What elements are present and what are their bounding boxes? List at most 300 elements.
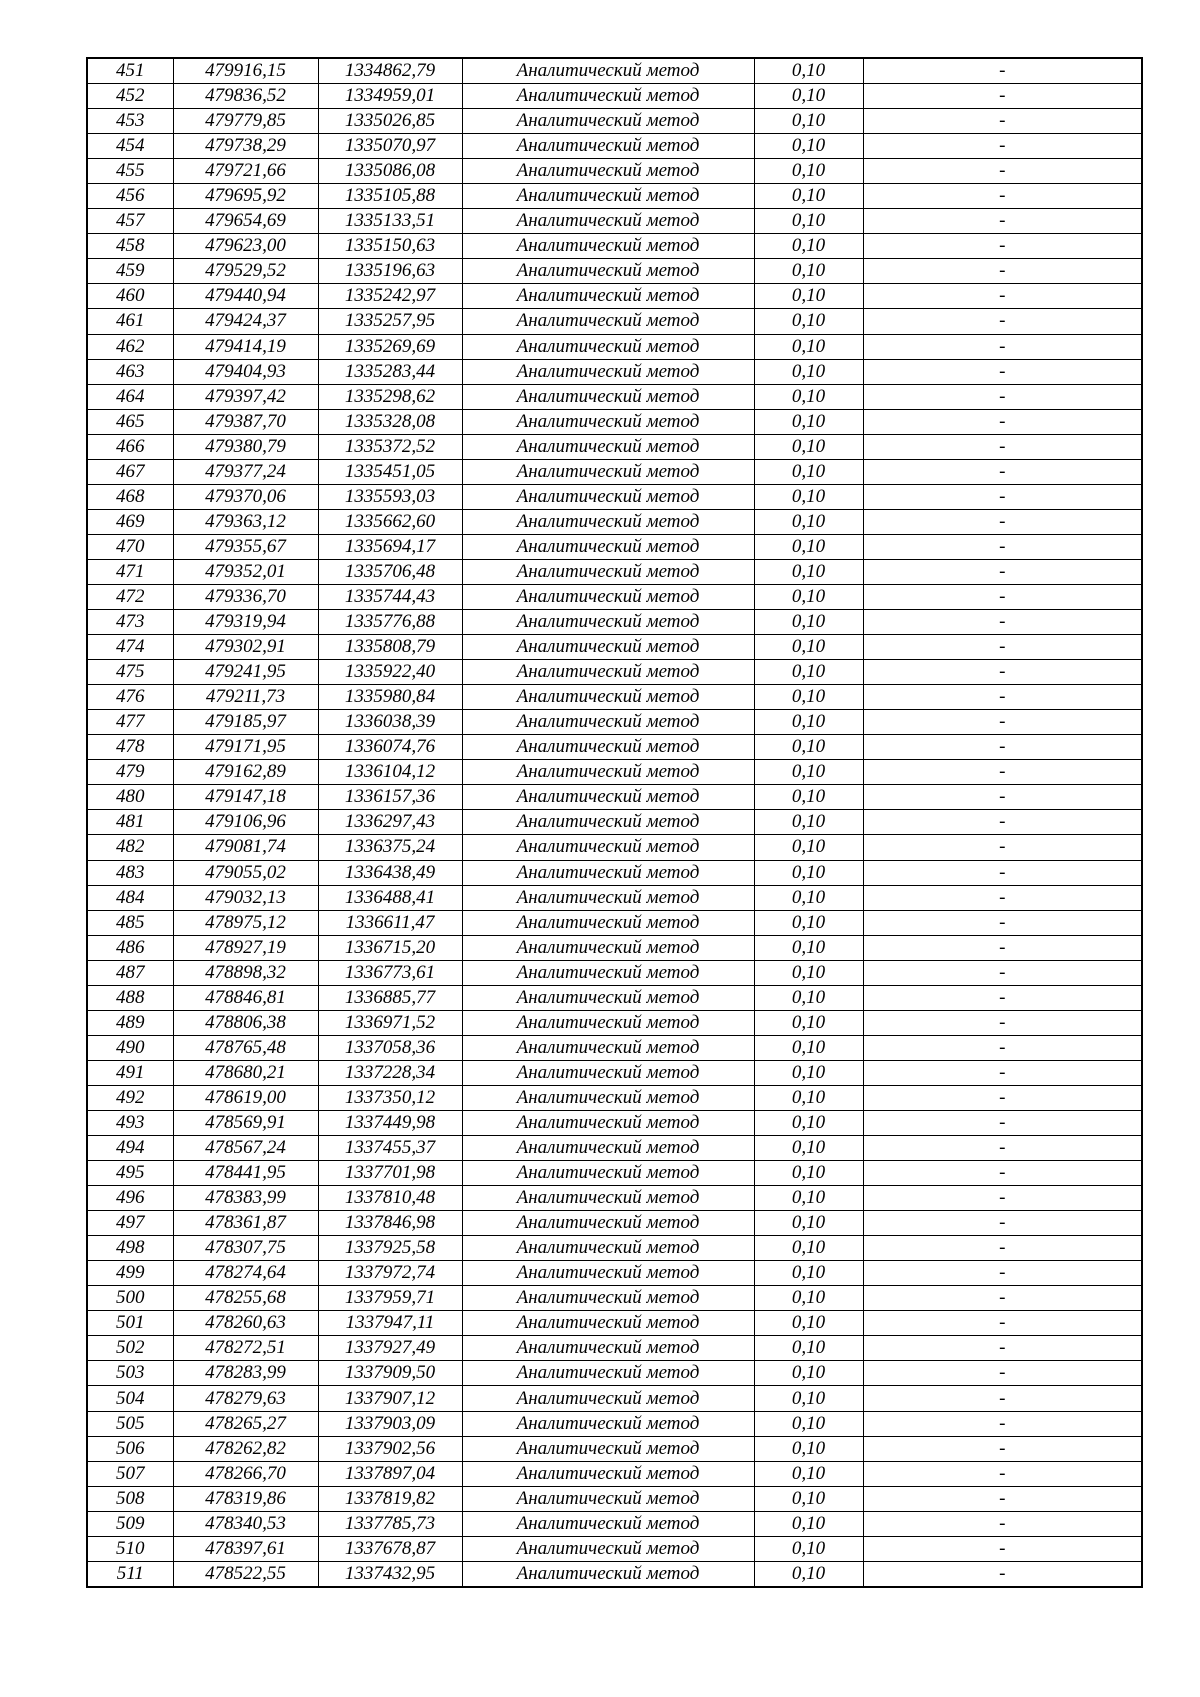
note-cell: -	[863, 660, 1142, 685]
method-cell: Аналитический метод	[462, 960, 754, 985]
table-row	[87, 835, 1142, 860]
point-number-cell: 466	[87, 434, 173, 459]
method-cell: Аналитический метод	[462, 209, 754, 234]
point-number-cell: 488	[87, 985, 173, 1010]
y-coordinate-cell: 1335776,88	[318, 610, 462, 635]
x-coordinate-cell: 479414,19	[173, 334, 318, 359]
accuracy-cell: 0,10	[754, 209, 863, 234]
table-row	[87, 459, 1142, 484]
x-coordinate-cell: 479211,73	[173, 685, 318, 710]
x-coordinate-cell: 479352,01	[173, 559, 318, 584]
y-coordinate-cell: 1334862,79	[318, 58, 462, 84]
y-coordinate-cell: 1335744,43	[318, 584, 462, 609]
note-cell: -	[863, 1411, 1142, 1436]
point-number-cell: 478	[87, 735, 173, 760]
accuracy-cell: 0,10	[754, 760, 863, 785]
method-cell: Аналитический метод	[462, 860, 754, 885]
table-row	[87, 1336, 1142, 1361]
method-cell: Аналитический метод	[462, 910, 754, 935]
note-cell: -	[863, 1110, 1142, 1135]
point-number-cell: 487	[87, 960, 173, 985]
point-number-cell: 499	[87, 1261, 173, 1286]
point-number-cell: 461	[87, 309, 173, 334]
x-coordinate-cell: 478975,12	[173, 910, 318, 935]
point-number-cell: 501	[87, 1311, 173, 1336]
method-cell: Аналитический метод	[462, 735, 754, 760]
y-coordinate-cell: 1336971,52	[318, 1010, 462, 1035]
y-coordinate-cell: 1337432,95	[318, 1561, 462, 1587]
y-coordinate-cell: 1336885,77	[318, 985, 462, 1010]
point-number-cell: 456	[87, 184, 173, 209]
y-coordinate-cell: 1337455,37	[318, 1136, 462, 1161]
note-cell: -	[863, 1511, 1142, 1536]
point-number-cell: 469	[87, 509, 173, 534]
method-cell: Аналитический метод	[462, 1536, 754, 1561]
table-row	[87, 960, 1142, 985]
accuracy-cell: 0,10	[754, 159, 863, 184]
accuracy-cell: 0,10	[754, 1085, 863, 1110]
point-number-cell: 468	[87, 484, 173, 509]
note-cell: -	[863, 685, 1142, 710]
note-cell: -	[863, 184, 1142, 209]
point-number-cell: 506	[87, 1436, 173, 1461]
y-coordinate-cell: 1337907,12	[318, 1386, 462, 1411]
method-cell: Аналитический метод	[462, 1161, 754, 1186]
method-cell: Аналитический метод	[462, 1085, 754, 1110]
accuracy-cell: 0,10	[754, 1060, 863, 1085]
accuracy-cell: 0,10	[754, 84, 863, 109]
table-row	[87, 1461, 1142, 1486]
method-cell: Аналитический метод	[462, 635, 754, 660]
accuracy-cell: 0,10	[754, 1436, 863, 1461]
table-row	[87, 1211, 1142, 1236]
x-coordinate-cell: 478361,87	[173, 1211, 318, 1236]
point-number-cell: 496	[87, 1186, 173, 1211]
table-row	[87, 1186, 1142, 1211]
accuracy-cell: 0,10	[754, 1311, 863, 1336]
y-coordinate-cell: 1337810,48	[318, 1186, 462, 1211]
y-coordinate-cell: 1335593,03	[318, 484, 462, 509]
table-row	[87, 1136, 1142, 1161]
note-cell: -	[863, 1386, 1142, 1411]
note-cell: -	[863, 610, 1142, 635]
point-number-cell: 458	[87, 234, 173, 259]
point-number-cell: 492	[87, 1085, 173, 1110]
table-row	[87, 1536, 1142, 1561]
table-row	[87, 1161, 1142, 1186]
method-cell: Аналитический метод	[462, 334, 754, 359]
note-cell: -	[863, 935, 1142, 960]
accuracy-cell: 0,10	[754, 509, 863, 534]
note-cell: -	[863, 58, 1142, 84]
note-cell: -	[863, 1186, 1142, 1211]
table-row	[87, 760, 1142, 785]
y-coordinate-cell: 1335196,63	[318, 259, 462, 284]
x-coordinate-cell: 479162,89	[173, 760, 318, 785]
point-number-cell: 483	[87, 860, 173, 885]
table-row	[87, 559, 1142, 584]
table-row	[87, 134, 1142, 159]
note-cell: -	[863, 1085, 1142, 1110]
x-coordinate-cell: 479387,70	[173, 409, 318, 434]
accuracy-cell: 0,10	[754, 960, 863, 985]
table-row	[87, 1311, 1142, 1336]
table-row	[87, 1010, 1142, 1035]
accuracy-cell: 0,10	[754, 1486, 863, 1511]
note-cell: -	[863, 259, 1142, 284]
note-cell: -	[863, 1035, 1142, 1060]
table-row	[87, 1436, 1142, 1461]
method-cell: Аналитический метод	[462, 184, 754, 209]
note-cell: -	[863, 885, 1142, 910]
table-row	[87, 685, 1142, 710]
point-number-cell: 505	[87, 1411, 173, 1436]
point-number-cell: 471	[87, 559, 173, 584]
coordinates-table	[86, 57, 1143, 1588]
note-cell: -	[863, 109, 1142, 134]
table-row	[87, 58, 1142, 84]
accuracy-cell: 0,10	[754, 1211, 863, 1236]
note-cell: -	[863, 359, 1142, 384]
point-number-cell: 507	[87, 1461, 173, 1486]
method-cell: Аналитический метод	[462, 1136, 754, 1161]
point-number-cell: 490	[87, 1035, 173, 1060]
y-coordinate-cell: 1337972,74	[318, 1261, 462, 1286]
y-coordinate-cell: 1335086,08	[318, 159, 462, 184]
x-coordinate-cell: 479440,94	[173, 284, 318, 309]
point-number-cell: 463	[87, 359, 173, 384]
table-row	[87, 1110, 1142, 1135]
note-cell: -	[863, 84, 1142, 109]
method-cell: Аналитический метод	[462, 584, 754, 609]
accuracy-cell: 0,10	[754, 1511, 863, 1536]
accuracy-cell: 0,10	[754, 1236, 863, 1261]
accuracy-cell: 0,10	[754, 1411, 863, 1436]
note-cell: -	[863, 1286, 1142, 1311]
y-coordinate-cell: 1335694,17	[318, 534, 462, 559]
point-number-cell: 473	[87, 610, 173, 635]
note-cell: -	[863, 1211, 1142, 1236]
y-coordinate-cell: 1336074,76	[318, 735, 462, 760]
y-coordinate-cell: 1336297,43	[318, 810, 462, 835]
method-cell: Аналитический метод	[462, 835, 754, 860]
accuracy-cell: 0,10	[754, 860, 863, 885]
table-row	[87, 635, 1142, 660]
x-coordinate-cell: 479185,97	[173, 710, 318, 735]
accuracy-cell: 0,10	[754, 534, 863, 559]
accuracy-cell: 0,10	[754, 184, 863, 209]
accuracy-cell: 0,10	[754, 885, 863, 910]
x-coordinate-cell: 478265,27	[173, 1411, 318, 1436]
method-cell: Аналитический метод	[462, 534, 754, 559]
table-row	[87, 1286, 1142, 1311]
y-coordinate-cell: 1336715,20	[318, 935, 462, 960]
point-number-cell: 498	[87, 1236, 173, 1261]
table-row	[87, 334, 1142, 359]
table-row	[87, 1085, 1142, 1110]
point-number-cell: 455	[87, 159, 173, 184]
y-coordinate-cell: 1336104,12	[318, 760, 462, 785]
y-coordinate-cell: 1337678,87	[318, 1536, 462, 1561]
table-row	[87, 1035, 1142, 1060]
method-cell: Аналитический метод	[462, 1411, 754, 1436]
note-cell: -	[863, 1361, 1142, 1386]
y-coordinate-cell: 1335980,84	[318, 685, 462, 710]
accuracy-cell: 0,10	[754, 910, 863, 935]
point-number-cell: 476	[87, 685, 173, 710]
y-coordinate-cell: 1337058,36	[318, 1035, 462, 1060]
table-row	[87, 509, 1142, 534]
y-coordinate-cell: 1337846,98	[318, 1211, 462, 1236]
accuracy-cell: 0,10	[754, 985, 863, 1010]
x-coordinate-cell: 478279,63	[173, 1386, 318, 1411]
y-coordinate-cell: 1335269,69	[318, 334, 462, 359]
x-coordinate-cell: 478283,99	[173, 1361, 318, 1386]
note-cell: -	[863, 434, 1142, 459]
accuracy-cell: 0,10	[754, 610, 863, 635]
note-cell: -	[863, 159, 1142, 184]
note-cell: -	[863, 409, 1142, 434]
note-cell: -	[863, 1461, 1142, 1486]
note-cell: -	[863, 1311, 1142, 1336]
method-cell: Аналитический метод	[462, 985, 754, 1010]
y-coordinate-cell: 1337897,04	[318, 1461, 462, 1486]
table-row	[87, 735, 1142, 760]
y-coordinate-cell: 1336611,47	[318, 910, 462, 935]
method-cell: Аналитический метод	[462, 359, 754, 384]
point-number-cell: 472	[87, 584, 173, 609]
accuracy-cell: 0,10	[754, 1136, 863, 1161]
x-coordinate-cell: 478340,53	[173, 1511, 318, 1536]
x-coordinate-cell: 478272,51	[173, 1336, 318, 1361]
method-cell: Аналитический метод	[462, 1186, 754, 1211]
table-row	[87, 409, 1142, 434]
method-cell: Аналитический метод	[462, 785, 754, 810]
point-number-cell: 459	[87, 259, 173, 284]
note-cell: -	[863, 1336, 1142, 1361]
method-cell: Аналитический метод	[462, 685, 754, 710]
x-coordinate-cell: 479355,67	[173, 534, 318, 559]
accuracy-cell: 0,10	[754, 660, 863, 685]
point-number-cell: 502	[87, 1336, 173, 1361]
accuracy-cell: 0,10	[754, 459, 863, 484]
x-coordinate-cell: 479032,13	[173, 885, 318, 910]
table-row	[87, 710, 1142, 735]
accuracy-cell: 0,10	[754, 810, 863, 835]
point-number-cell: 475	[87, 660, 173, 685]
note-cell: -	[863, 134, 1142, 159]
table-row	[87, 1060, 1142, 1085]
note-cell: -	[863, 309, 1142, 334]
table-row	[87, 259, 1142, 284]
y-coordinate-cell: 1335706,48	[318, 559, 462, 584]
point-number-cell: 493	[87, 1110, 173, 1135]
accuracy-cell: 0,10	[754, 134, 863, 159]
x-coordinate-cell: 478846,81	[173, 985, 318, 1010]
note-cell: -	[863, 760, 1142, 785]
y-coordinate-cell: 1335150,63	[318, 234, 462, 259]
table-row	[87, 184, 1142, 209]
point-number-cell: 494	[87, 1136, 173, 1161]
y-coordinate-cell: 1336157,36	[318, 785, 462, 810]
x-coordinate-cell: 479836,52	[173, 84, 318, 109]
point-number-cell: 481	[87, 810, 173, 835]
point-number-cell: 497	[87, 1211, 173, 1236]
y-coordinate-cell: 1335105,88	[318, 184, 462, 209]
x-coordinate-cell: 479055,02	[173, 860, 318, 885]
x-coordinate-cell: 479377,24	[173, 459, 318, 484]
x-coordinate-cell: 478266,70	[173, 1461, 318, 1486]
note-cell: -	[863, 710, 1142, 735]
x-coordinate-cell: 479319,94	[173, 610, 318, 635]
table-row	[87, 1411, 1142, 1436]
note-cell: -	[863, 284, 1142, 309]
method-cell: Аналитический метод	[462, 1236, 754, 1261]
method-cell: Аналитический метод	[462, 1436, 754, 1461]
note-cell: -	[863, 735, 1142, 760]
note-cell: -	[863, 484, 1142, 509]
method-cell: Аналитический метод	[462, 434, 754, 459]
y-coordinate-cell: 1336438,49	[318, 860, 462, 885]
accuracy-cell: 0,10	[754, 635, 863, 660]
accuracy-cell: 0,10	[754, 334, 863, 359]
note-cell: -	[863, 459, 1142, 484]
note-cell: -	[863, 785, 1142, 810]
x-coordinate-cell: 479424,37	[173, 309, 318, 334]
note-cell: -	[863, 334, 1142, 359]
x-coordinate-cell: 478397,61	[173, 1536, 318, 1561]
x-coordinate-cell: 479695,92	[173, 184, 318, 209]
method-cell: Аналитический метод	[462, 760, 754, 785]
x-coordinate-cell: 478765,48	[173, 1035, 318, 1060]
table-row	[87, 84, 1142, 109]
accuracy-cell: 0,10	[754, 1561, 863, 1587]
method-cell: Аналитический метод	[462, 935, 754, 960]
x-coordinate-cell: 479738,29	[173, 134, 318, 159]
method-cell: Аналитический метод	[462, 660, 754, 685]
accuracy-cell: 0,10	[754, 785, 863, 810]
y-coordinate-cell: 1335298,62	[318, 384, 462, 409]
note-cell: -	[863, 1486, 1142, 1511]
point-number-cell: 453	[87, 109, 173, 134]
x-coordinate-cell: 479916,15	[173, 58, 318, 84]
table-row	[87, 1486, 1142, 1511]
point-number-cell: 465	[87, 409, 173, 434]
y-coordinate-cell: 1335922,40	[318, 660, 462, 685]
x-coordinate-cell: 478441,95	[173, 1161, 318, 1186]
method-cell: Аналитический метод	[462, 1386, 754, 1411]
point-number-cell: 454	[87, 134, 173, 159]
x-coordinate-cell: 478307,75	[173, 1236, 318, 1261]
y-coordinate-cell: 1337228,34	[318, 1060, 462, 1085]
note-cell: -	[863, 1561, 1142, 1587]
x-coordinate-cell: 479106,96	[173, 810, 318, 835]
accuracy-cell: 0,10	[754, 58, 863, 84]
method-cell: Аналитический метод	[462, 1336, 754, 1361]
accuracy-cell: 0,10	[754, 109, 863, 134]
point-number-cell: 480	[87, 785, 173, 810]
y-coordinate-cell: 1337902,56	[318, 1436, 462, 1461]
accuracy-cell: 0,10	[754, 685, 863, 710]
y-coordinate-cell: 1335133,51	[318, 209, 462, 234]
method-cell: Аналитический метод	[462, 1211, 754, 1236]
y-coordinate-cell: 1335451,05	[318, 459, 462, 484]
note-cell: -	[863, 985, 1142, 1010]
method-cell: Аналитический метод	[462, 1561, 754, 1587]
table-row	[87, 885, 1142, 910]
method-cell: Аналитический метод	[462, 134, 754, 159]
accuracy-cell: 0,10	[754, 259, 863, 284]
x-coordinate-cell: 478274,64	[173, 1261, 318, 1286]
x-coordinate-cell: 479171,95	[173, 735, 318, 760]
point-number-cell: 482	[87, 835, 173, 860]
method-cell: Аналитический метод	[462, 1311, 754, 1336]
method-cell: Аналитический метод	[462, 1035, 754, 1060]
table-row	[87, 660, 1142, 685]
method-cell: Аналитический метод	[462, 109, 754, 134]
y-coordinate-cell: 1334959,01	[318, 84, 462, 109]
table-row	[87, 1236, 1142, 1261]
point-number-cell: 457	[87, 209, 173, 234]
note-cell: -	[863, 384, 1142, 409]
point-number-cell: 462	[87, 334, 173, 359]
y-coordinate-cell: 1336038,39	[318, 710, 462, 735]
note-cell: -	[863, 534, 1142, 559]
point-number-cell: 495	[87, 1161, 173, 1186]
y-coordinate-cell: 1335257,95	[318, 309, 462, 334]
table-row	[87, 1561, 1142, 1587]
point-number-cell: 510	[87, 1536, 173, 1561]
method-cell: Аналитический метод	[462, 484, 754, 509]
method-cell: Аналитический метод	[462, 159, 754, 184]
note-cell: -	[863, 1161, 1142, 1186]
table-row	[87, 584, 1142, 609]
x-coordinate-cell: 479397,42	[173, 384, 318, 409]
method-cell: Аналитический метод	[462, 1010, 754, 1035]
method-cell: Аналитический метод	[462, 1286, 754, 1311]
x-coordinate-cell: 478680,21	[173, 1060, 318, 1085]
y-coordinate-cell: 1337350,12	[318, 1085, 462, 1110]
accuracy-cell: 0,10	[754, 384, 863, 409]
note-cell: -	[863, 509, 1142, 534]
accuracy-cell: 0,10	[754, 710, 863, 735]
method-cell: Аналитический метод	[462, 710, 754, 735]
y-coordinate-cell: 1335662,60	[318, 509, 462, 534]
table-row	[87, 284, 1142, 309]
accuracy-cell: 0,10	[754, 559, 863, 584]
x-coordinate-cell: 479147,18	[173, 785, 318, 810]
table-row	[87, 159, 1142, 184]
x-coordinate-cell: 479363,12	[173, 509, 318, 534]
note-cell: -	[863, 1436, 1142, 1461]
x-coordinate-cell: 479779,85	[173, 109, 318, 134]
table-row	[87, 434, 1142, 459]
accuracy-cell: 0,10	[754, 584, 863, 609]
table-row	[87, 860, 1142, 885]
table-row	[87, 935, 1142, 960]
note-cell: -	[863, 860, 1142, 885]
table-row	[87, 234, 1142, 259]
x-coordinate-cell: 478569,91	[173, 1110, 318, 1135]
y-coordinate-cell: 1337925,58	[318, 1236, 462, 1261]
note-cell: -	[863, 234, 1142, 259]
point-number-cell: 503	[87, 1361, 173, 1386]
y-coordinate-cell: 1337449,98	[318, 1110, 462, 1135]
y-coordinate-cell: 1335808,79	[318, 635, 462, 660]
point-number-cell: 500	[87, 1286, 173, 1311]
y-coordinate-cell: 1335372,52	[318, 434, 462, 459]
accuracy-cell: 0,10	[754, 434, 863, 459]
